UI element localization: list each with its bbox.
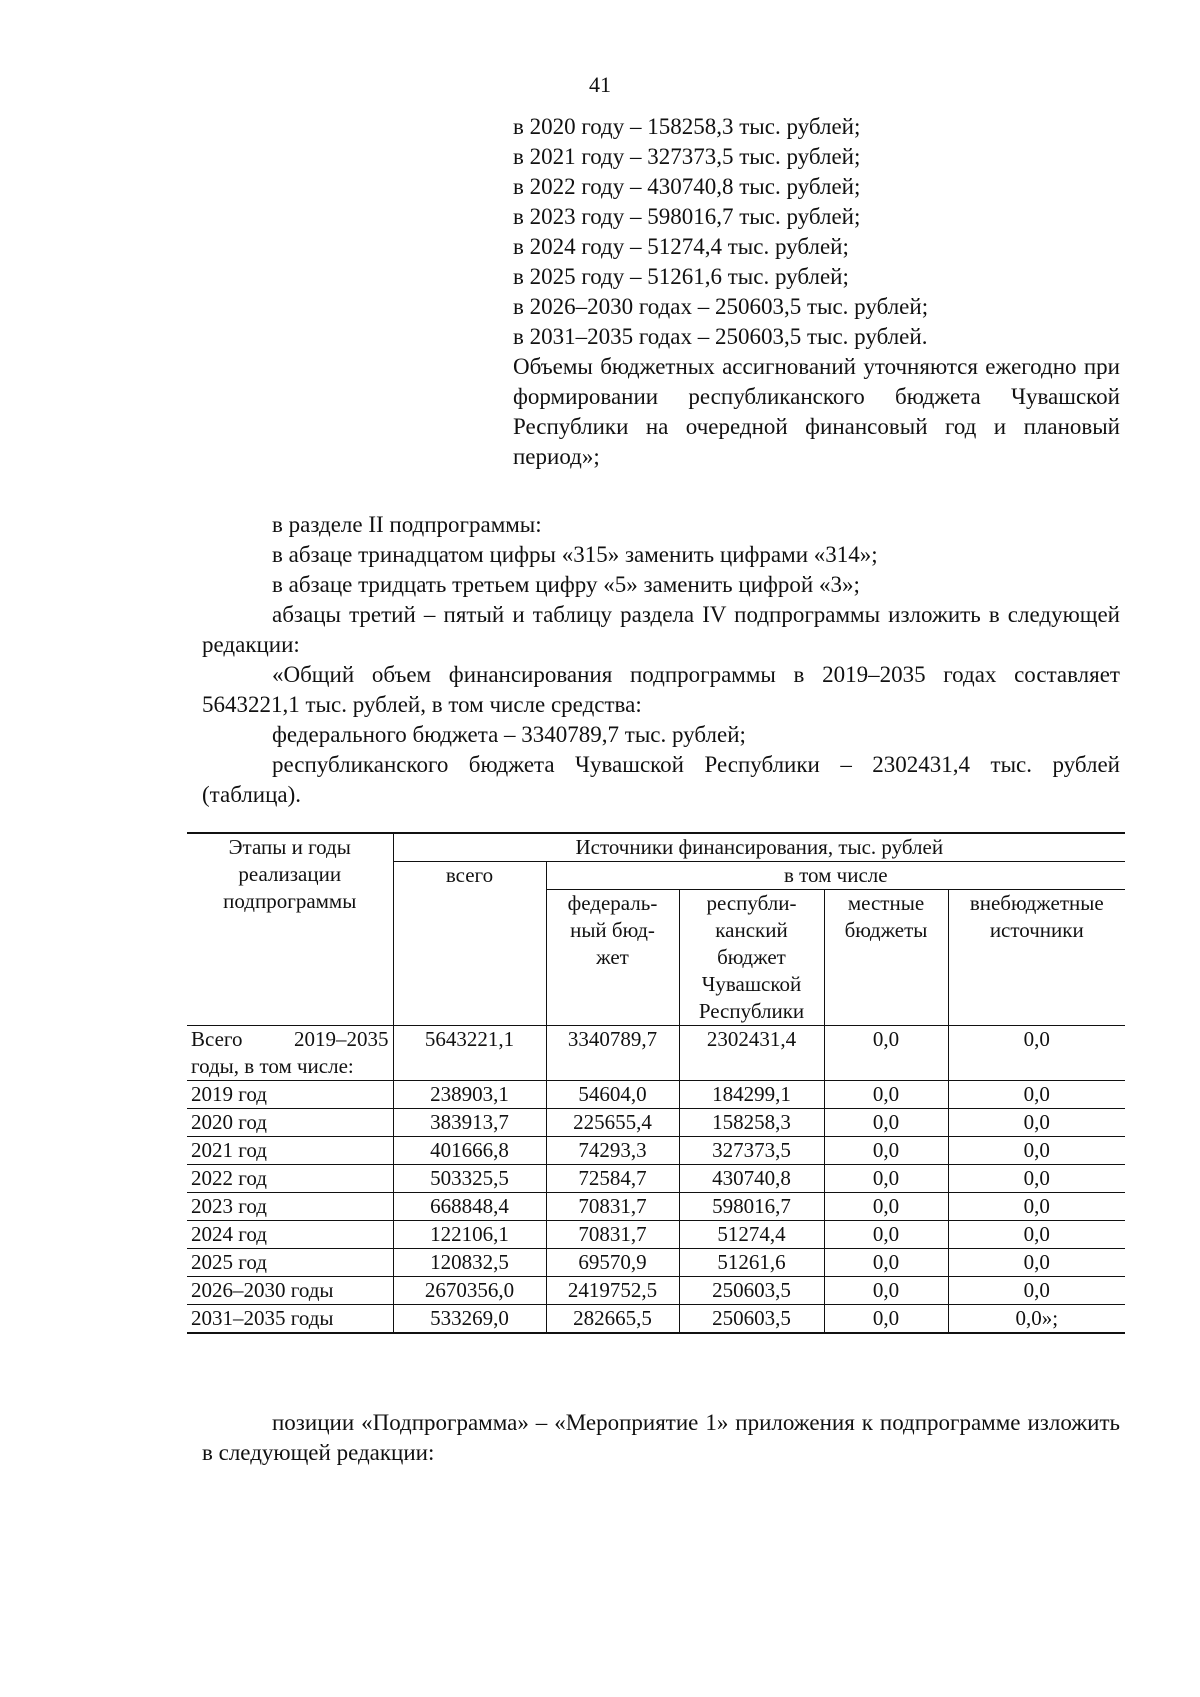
cell-extra: 0,0 — [948, 1193, 1125, 1221]
cell-stage: 2024 год — [187, 1221, 393, 1249]
year-amount-line: в 2020 году – 158258,3 тыс. рублей; — [513, 114, 861, 139]
cell-republican: 327373,5 — [679, 1137, 824, 1165]
header-local: местные бюджеты — [824, 890, 948, 1026]
cell-stage: 2019 год — [187, 1081, 393, 1109]
cell-republican: 2302431,4 — [679, 1026, 824, 1081]
cell-republican: 184299,1 — [679, 1081, 824, 1109]
cell-extra: 0,0 — [948, 1109, 1125, 1137]
cell-total: 533269,0 — [393, 1305, 546, 1334]
cell-extra: 0,0 — [948, 1249, 1125, 1277]
cell-local: 0,0 — [824, 1277, 948, 1305]
cell-republican: 430740,8 — [679, 1165, 824, 1193]
table-row — [187, 1305, 1125, 1334]
cell-local: 0,0 — [824, 1109, 948, 1137]
header-total: всего — [393, 862, 546, 1026]
cell-extra: 0,0 — [948, 1081, 1125, 1109]
cell-local: 0,0 — [824, 1165, 948, 1193]
year-amount-line: в 2031–2035 годах – 250603,5 тыс. рублей. — [513, 324, 928, 349]
closing-paragraph: позиции «Подпрограмма» – «Мероприятие 1» приложения к подпрограмме изложить в следующей редакции: — [202, 1410, 1120, 1465]
year-amounts-block — [513, 112, 1120, 472]
header-republican: республи- канский бюджет Чувашской Республики — [679, 890, 824, 1026]
cell-local: 0,0 — [824, 1081, 948, 1109]
cell-republican: 598016,7 — [679, 1193, 824, 1221]
cell-stage: 2021 год — [187, 1137, 393, 1165]
cell-federal: 70831,7 — [546, 1193, 679, 1221]
cell-total: 503325,5 — [393, 1165, 546, 1193]
header-stages: Этапы и годы реализации подпрограммы — [187, 833, 393, 1026]
table-row — [187, 1081, 1125, 1109]
cell-local: 0,0 — [824, 1026, 948, 1081]
cell-stage: 2022 год — [187, 1165, 393, 1193]
amendment-paragraph: федерального бюджета – 3340789,7 тыс. рублей; — [272, 722, 746, 747]
cell-republican: 250603,5 — [679, 1305, 824, 1334]
header-extra: внебюджетные источники — [948, 890, 1125, 1026]
cell-federal: 72584,7 — [546, 1165, 679, 1193]
amendment-paragraph: в абзаце тридцать третьем цифру «5» заменить цифрой «3»; — [272, 572, 860, 597]
table-row — [187, 1193, 1125, 1221]
cell-federal: 70831,7 — [546, 1221, 679, 1249]
year-amount-line: в 2026–2030 годах – 250603,5 тыс. рублей; — [513, 294, 929, 319]
cell-stage: 2031–2035 годы — [187, 1305, 393, 1334]
cell-extra: 0,0 — [948, 1221, 1125, 1249]
header-federal: федераль- ный бюд- жет — [546, 890, 679, 1026]
cell-extra: 0,0 — [948, 1277, 1125, 1305]
cell-stage: 2026–2030 годы — [187, 1277, 393, 1305]
header-including: в том числе — [546, 862, 1125, 890]
table-row — [187, 1137, 1125, 1165]
cell-stage: 2020 год — [187, 1109, 393, 1137]
closing-block — [202, 1408, 1120, 1468]
cell-total: 120832,5 — [393, 1249, 546, 1277]
table-row — [187, 1109, 1125, 1137]
cell-total: 401666,8 — [393, 1137, 546, 1165]
cell-federal: 225655,4 — [546, 1109, 679, 1137]
budget-note: Объемы бюджетных ассигнований уточняются ежегодно при формировании республиканского бюджета Чувашской Республики на очередной финансовый год и плановый период»; — [513, 354, 1120, 469]
cell-federal: 69570,9 — [546, 1249, 679, 1277]
year-amount-line: в 2022 году – 430740,8 тыс. рублей; — [513, 174, 861, 199]
cell-total: 2670356,0 — [393, 1277, 546, 1305]
financing-table — [187, 832, 1125, 1334]
cell-total: 5643221,1 — [393, 1026, 546, 1081]
year-amount-line: в 2025 году – 51261,6 тыс. рублей; — [513, 264, 849, 289]
cell-total: 238903,1 — [393, 1081, 546, 1109]
cell-extra: 0,0 — [948, 1026, 1125, 1081]
cell-federal: 282665,5 — [546, 1305, 679, 1334]
cell-total: 668848,4 — [393, 1193, 546, 1221]
cell-total: 383913,7 — [393, 1109, 546, 1137]
cell-local: 0,0 — [824, 1305, 948, 1334]
cell-federal: 3340789,7 — [546, 1026, 679, 1081]
cell-republican: 158258,3 — [679, 1109, 824, 1137]
year-amount-line: в 2023 году – 598016,7 тыс. рублей; — [513, 204, 861, 229]
page-number: 41 — [589, 72, 611, 97]
table-row — [187, 1221, 1125, 1249]
cell-extra: 0,0»; — [948, 1305, 1125, 1334]
cell-republican: 51261,6 — [679, 1249, 824, 1277]
amendment-paragraph: республиканского бюджета Чувашской Республики – 2302431,4 тыс. рублей (таблица). — [202, 752, 1120, 807]
table-row — [187, 1165, 1125, 1193]
table-row — [187, 1026, 1125, 1081]
cell-extra: 0,0 — [948, 1137, 1125, 1165]
cell-local: 0,0 — [824, 1249, 948, 1277]
cell-total: 122106,1 — [393, 1221, 546, 1249]
cell-stage: 2025 год — [187, 1249, 393, 1277]
cell-local: 0,0 — [824, 1193, 948, 1221]
table-row — [187, 1249, 1125, 1277]
cell-federal: 54604,0 — [546, 1081, 679, 1109]
cell-republican: 51274,4 — [679, 1221, 824, 1249]
cell-federal: 2419752,5 — [546, 1277, 679, 1305]
cell-republican: 250603,5 — [679, 1277, 824, 1305]
cell-stage: 2023 год — [187, 1193, 393, 1221]
cell-local: 0,0 — [824, 1137, 948, 1165]
header-sources: Источники финансирования, тыс. рублей — [393, 833, 1125, 862]
amendment-paragraph: в абзаце тринадцатом цифры «315» заменить цифрами «314»; — [272, 542, 878, 567]
amendment-paragraph: абзацы третий – пятый и таблицу раздела IV подпрограммы изложить в следующей редакции: — [202, 602, 1120, 657]
year-amount-line: в 2024 году – 51274,4 тыс. рублей; — [513, 234, 849, 259]
cell-local: 0,0 — [824, 1221, 948, 1249]
amendment-paragraph: «Общий объем финансирования подпрограммы в 2019–2035 годах составляет 5643221,1 тыс. рублей, в том числе средства: — [202, 662, 1120, 717]
cell-stage: Всего 2019–2035 годы, в том числе: — [187, 1026, 393, 1081]
cell-federal: 74293,3 — [546, 1137, 679, 1165]
table-row — [187, 1277, 1125, 1305]
cell-extra: 0,0 — [948, 1165, 1125, 1193]
amendments-block — [202, 510, 1120, 810]
amendment-paragraph: в разделе II подпрограммы: — [272, 512, 542, 537]
year-amount-line: в 2021 году – 327373,5 тыс. рублей; — [513, 144, 861, 169]
